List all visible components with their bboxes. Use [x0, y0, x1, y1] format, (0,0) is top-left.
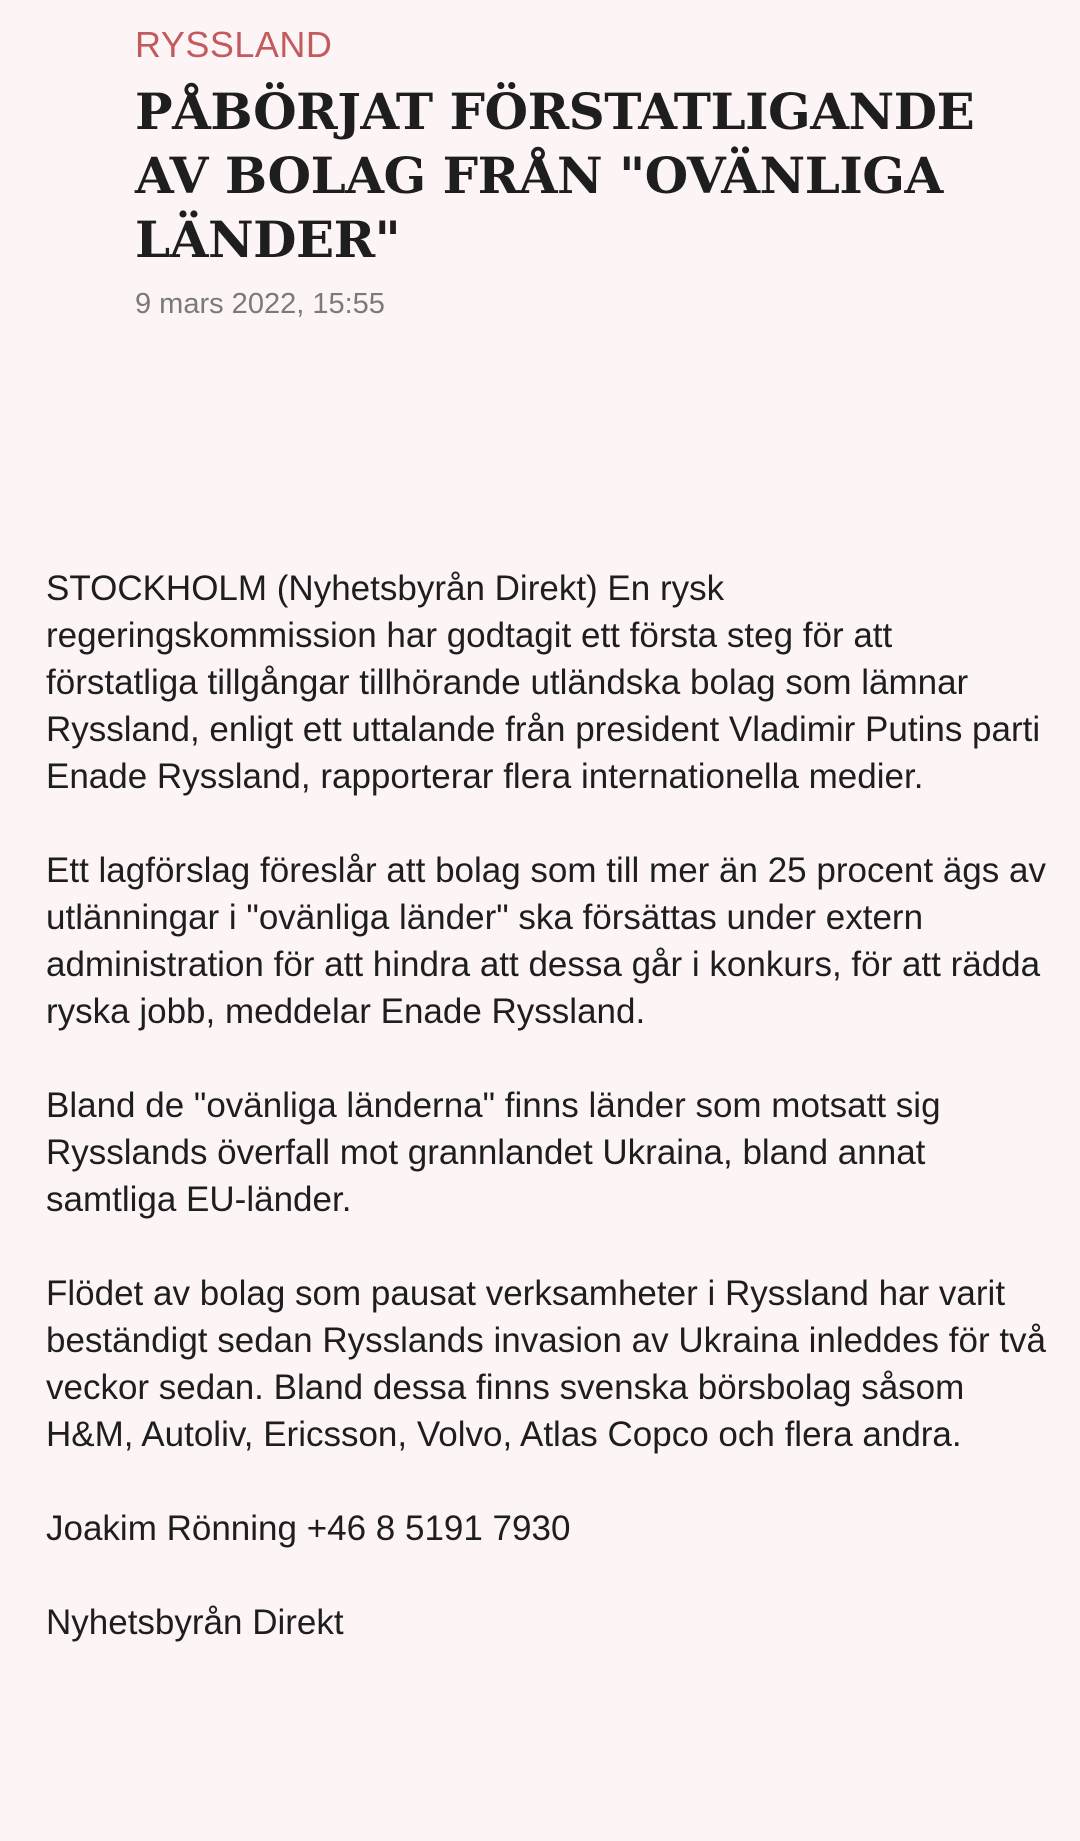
category-link[interactable]: RYSSLAND — [135, 24, 333, 65]
paragraph-lead: STOCKHOLM (Nyhetsbyrån Direkt) En rysk regeringskommission har godtagit ett första steg för att förstatliga tillgångar tillhörande utländska bolag som lämnar Ryssland, enligt ett uttalande från president Vladimir Putins parti Enade Ryssland, rapporterar flera internationella medier. — [46, 569, 1041, 796]
paragraph: Flödet av bolag som pausat verksamheter i Ryssland har varit beständigt sedan Rysslands invasion av Ukraina inleddes för två veckor sedan. Bland dessa finns svenska börsbolag såsom H&M, Autoliv, Ericsson, Volvo, Atlas Copco och flera andra. — [46, 1274, 1047, 1454]
paragraph: Ett lagförslag föreslår att bolag som till mer än 25 procent ägs av utlänningar i "ovänliga länder" ska försättas under extern administration för att hindra att dessa går i konkurs, för att rädda ryska jobb, meddelar Enade Ryssland. — [46, 851, 1046, 1031]
article-body — [46, 565, 1046, 1646]
author-contact: Joakim Rönning +46 8 5191 7930 — [46, 1509, 571, 1548]
paragraph: Bland de "ovänliga länderna" finns länder som motsatt sig Rysslands överfall mot grannlandet Ukraina, bland annat samtliga EU-länder. — [46, 1086, 941, 1219]
article-headline: PÅBÖRJAT FÖRSTATLIGANDE AV BOLAG FRÅN "OVÄNLIGA LÄNDER" — [135, 82, 975, 269]
article-header — [135, 20, 1035, 324]
publish-date: 9 mars 2022, 15:55 — [135, 288, 385, 320]
source-credit: Nyhetsbyrån Direkt — [46, 1603, 344, 1642]
